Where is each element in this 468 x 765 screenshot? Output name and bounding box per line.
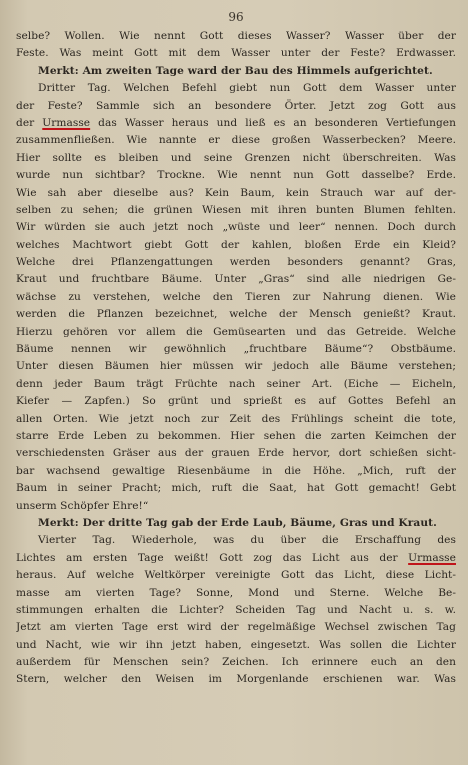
text-line: Hierzu gehören vor allem die Gemüsearten und das Getreide. Welche — [16, 325, 456, 338]
text-line: verschiedensten Gräser aus der grauen Erde hervor, dort schießen sicht- — [16, 447, 456, 460]
text-line: der Feste? Sammle sich an besondere Örter. Jetzt zog Gott aus — [16, 99, 456, 112]
merkt-summary-line: Merkt: Der dritte Tag gab der Erde Laub, Bäume, Gras und Kraut. — [38, 516, 437, 529]
text-line: Kraut und fruchtbare Bäume. Unter „Gras“ sind alle niedrigen Ge- — [16, 273, 456, 286]
text-line: zusammenfließen. Wie nannte er diese großen Wasserbecken? Meere. — [16, 134, 456, 147]
text-line: Kiefer — Zapfen.) So grünt und sprießt es auf Gottes Befehl an — [16, 395, 456, 408]
text-line: bar wachsend gewaltige Riesenbäume in die Höhe. „Mich, ruft der — [16, 464, 456, 477]
text-line: wurde nun sichtbar? Trockne. Wie nennt nun Gott dasselbe? Erde. — [16, 169, 456, 182]
text-line: welches Machtwort giebt Gott der kahlen, bloßen Erde ein Kleid? — [16, 238, 456, 251]
text-line: Baum in seiner Pracht; mich, ruft die Saat, hat Gott gemacht! Gebt — [16, 482, 456, 495]
text-line: Welche drei Pflanzengattungen werden besonders genannt? Gras, — [16, 256, 456, 269]
text-line: Wir würden sie auch jetzt noch „wüste und leer“ nennen. Doch durch — [16, 221, 456, 234]
text-line: heraus. Auf welche Weltkörper vereinigte Gott das Licht, diese Licht- — [16, 569, 456, 582]
text-line: Vierter Tag. Wiederhole, was du über die Erschaffung des — [38, 534, 456, 547]
text-line: Dritter Tag. Welchen Befehl giebt nun Gott dem Wasser unter — [38, 82, 456, 95]
text-fragment: der — [16, 116, 43, 129]
text-line: Feste. Was meint Gott mit dem Wasser unter der Feste? Erdwasser. — [16, 47, 456, 60]
text-line: masse am vierten Tage? Sonne, Mond und Sterne. Welche Be- — [16, 586, 456, 599]
red-underlined-word: Urmasse — [42, 116, 91, 129]
red-underlined-word: Urmasse — [408, 551, 456, 564]
text-line: Unter diesen Bäumen hier müssen wir jedoch alle Bäume verstehen; — [16, 360, 456, 373]
text-line: selben zu sehen; die grünen Wiesen mit ihren bunten Blumen fehlten. — [16, 203, 456, 216]
text-line: starre Erde Leben zu bekommen. Hier sehen die zarten Keimchen der — [16, 429, 456, 442]
text-line: Stern, welcher den Weisen im Morgenlande erschienen war. Was — [16, 673, 456, 686]
text-line — [16, 550, 456, 567]
text-line: Jetzt am vierten Tage erst wird der regelmäßige Wechsel zwischen Tag — [16, 621, 456, 634]
text-line — [16, 115, 456, 132]
text-line: Hier sollte es bleiben und seine Grenzen nicht überschreiten. Was — [16, 151, 456, 164]
page-number: 96 — [228, 10, 244, 24]
text-line: werden die Pflanzen bezeichnet, welche der Mensch genießt? Kraut. — [16, 308, 456, 321]
text-fragment: Lichtes am ersten Tage weißt! Gott zog das Licht aus der — [16, 551, 409, 564]
text-line: denn jeder Baum trägt Früchte nach seiner Art. (Eiche — Eicheln, — [16, 377, 456, 390]
text-line: Bäume nennen wir gewöhnlich „fruchtbare Bäume“? Obstbäume. — [16, 343, 456, 356]
text-line: unserm Schöpfer Ehre!“ — [16, 499, 149, 512]
text-line: außerdem für Menschen sein? Zeichen. Ich erinnere euch an den — [16, 656, 456, 669]
text-line: allen Orten. Wie jetzt noch zur Zeit des Frühlings scheint die tote, — [16, 412, 456, 425]
text-line: und Nacht, wie wir ihn jetzt haben, eingesetzt. Was sollen die Lichter — [16, 638, 456, 651]
merkt-summary-line: Merkt: Am zweiten Tage ward der Bau des Himmels aufgerichtet. — [38, 64, 433, 77]
text-line: selbe? Wollen. Wie nennt Gott dieses Wasser? Wasser über der — [16, 30, 456, 42]
text-line: stimmungen erhalten die Lichter? Scheiden Tag und Nacht u. s. w. — [16, 603, 456, 616]
text-block — [16, 28, 456, 689]
text-line: wächse zu verstehen, welche den Tieren zur Nahrung dienen. Wie — [16, 290, 456, 303]
text-line: Wie sah aber dieselbe aus? Kein Baum, kein Strauch war auf der- — [16, 186, 456, 199]
text-fragment: das Wasser heraus und ließ es an besonderen Vertiefungen — [90, 116, 456, 129]
